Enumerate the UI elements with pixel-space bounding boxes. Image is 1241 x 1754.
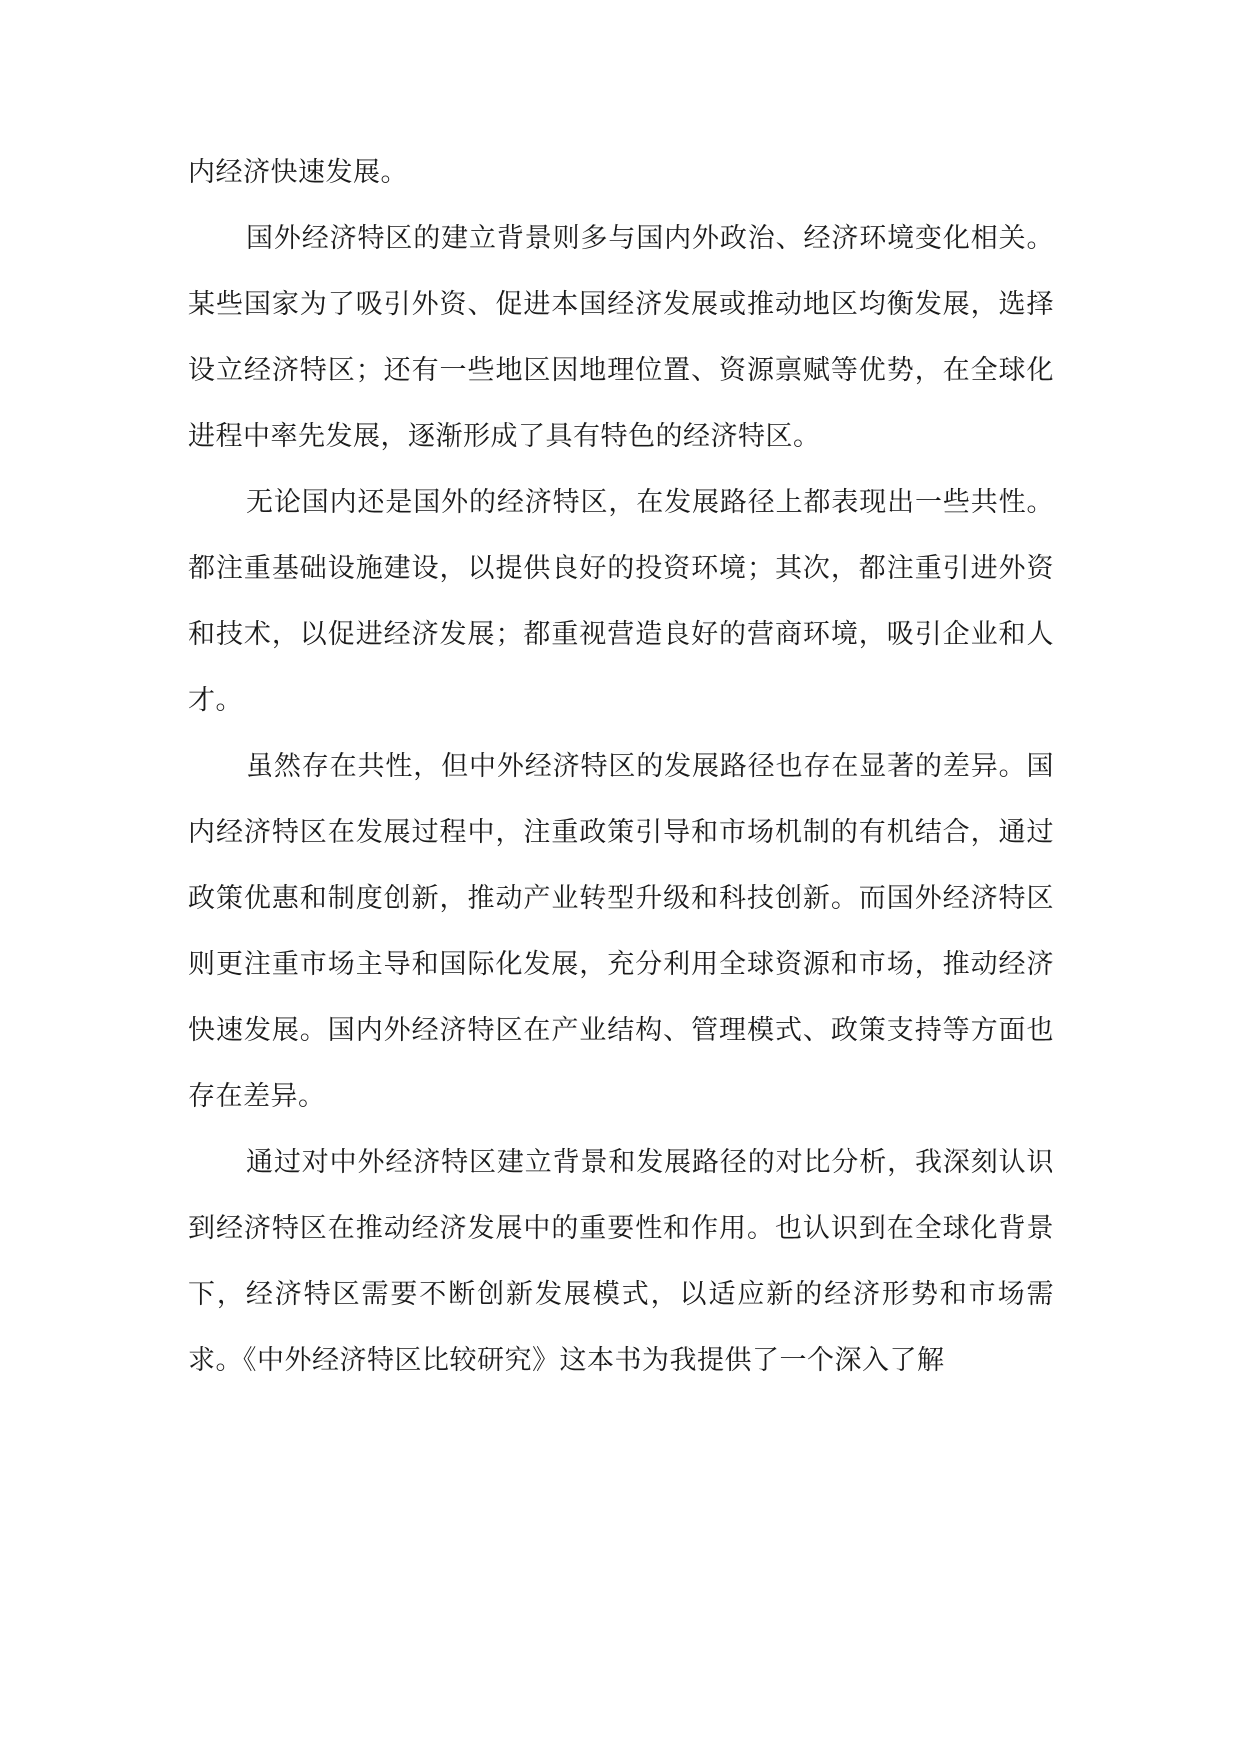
paragraph-conclusion: 通过对中外经济特区建立背景和发展路径的对比分析，我深刻认识到经济特区在推动经济发展中的重要性和作用。也认识到在全球化背景下，经济特区需要不断创新发展模式，以适应新的经济形势和市场需求。《中外经济特区比较研究》这本书为我提供了一个深入了解 <box>188 1147 1054 1376</box>
paragraph-foreign-background: 国外经济特区的建立背景则多与国内外政治、经济环境变化相关。某些国家为了吸引外资、促进本国经济发展或推动地区均衡发展，选择设立经济特区；还有一些地区因地理位置、资源禀赋等优势，在全球化进程中率先发展，逐渐形成了具有特色的经济特区。 <box>188 223 1054 452</box>
paragraph-continuation: 内经济快速发展。 <box>188 157 408 188</box>
paragraph-common-traits: 无论国内还是国外的经济特区，在发展路径上都表现出一些共性。都注重基础设施建设，以提供良好的投资环境；其次，都注重引进外资和技术，以促进经济发展；都重视营造良好的营商环境，吸引企业和人才。 <box>188 487 1054 716</box>
document-body <box>188 140 1054 1394</box>
paragraph-differences: 虽然存在共性，但中外经济特区的发展路径也存在显著的差异。国内经济特区在发展过程中，注重政策引导和市场机制的有机结合，通过政策优惠和制度创新，推动产业转型升级和科技创新。而国外经济特区则更注重市场主导和国际化发展，充分利用全球资源和市场，推动经济快速发展。国内外经济特区在产业结构、管理模式、政策支持等方面也存在差异。 <box>188 751 1054 1112</box>
